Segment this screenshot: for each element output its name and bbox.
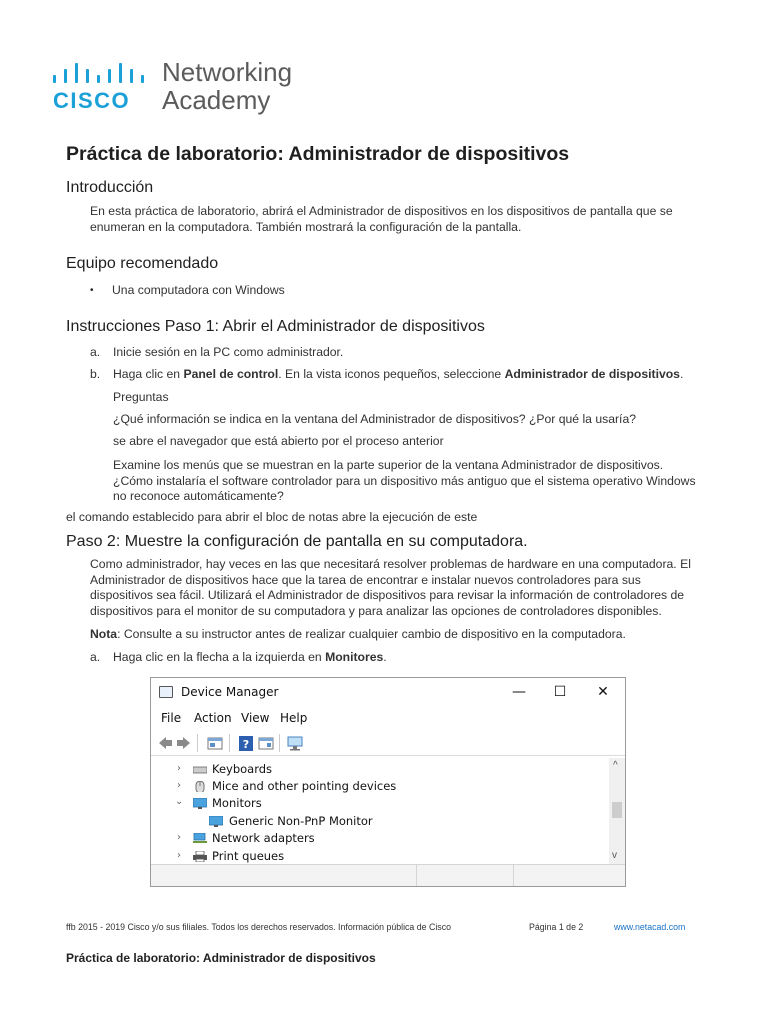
expand-chevron-icon[interactable]: › (177, 763, 181, 774)
scan-hardware-icon[interactable] (286, 734, 304, 752)
tree-label: Keyboards (212, 762, 273, 776)
menu-bar (151, 709, 625, 729)
scroll-up-icon[interactable]: ^ (613, 760, 618, 771)
svg-text:?: ? (242, 738, 250, 751)
printer-icon (193, 851, 207, 862)
device-manager-screenshot (150, 677, 626, 887)
device-tree (151, 758, 609, 866)
toolbar-divider (279, 734, 280, 752)
expand-chevron-icon[interactable]: › (177, 780, 181, 791)
window-title: Device Manager (181, 685, 279, 699)
logo-networking: Networking (162, 57, 293, 87)
toolbar-divider (197, 734, 198, 752)
vertical-scrollbar[interactable] (609, 758, 625, 866)
mouse-icon (195, 781, 209, 792)
footer-copyright: ffb 2015 - 2019 Cisco y/o sus filiales. Todos los derechos reservados. Información pública de Cisco (66, 922, 451, 932)
monitor-icon (209, 816, 223, 827)
help-icon[interactable] (237, 734, 255, 752)
panel-control-bold: Panel de control (183, 367, 279, 381)
scroll-down-icon[interactable]: v (612, 850, 617, 861)
equipment-item: Una computadora con Windows (112, 283, 285, 297)
cisco-wordmark: CISCO (53, 88, 131, 113)
menu-help[interactable]: Help (280, 711, 308, 725)
step2-a-text (113, 650, 387, 666)
question-2: Examine los menús que se muestran en la parte superior de la ventana Administrador de dispositivos. ¿Cómo instalaría el software controlador para un dispositivo más antiguo que el sistema operativo Windows no reconoce automáticamente? (113, 458, 696, 503)
step1-b-text (113, 367, 683, 383)
answer-1: se abre el navegador que está abierto por el proceso anterior (113, 434, 444, 448)
expand-chevron-icon[interactable]: › (177, 850, 181, 861)
step1-a-marker: a. (90, 345, 101, 359)
keyboard-icon (193, 764, 207, 775)
menu-action[interactable]: Action (194, 711, 232, 725)
collapse-chevron-icon[interactable]: ⌄ (175, 796, 184, 807)
step2-a-marker: a. (90, 650, 101, 664)
running-title: Práctica de laboratorio: Administrador de dispositivos (66, 951, 376, 965)
maximize-button[interactable]: ☐ (553, 684, 567, 700)
status-divider (416, 865, 417, 886)
step2-a-end: . (383, 650, 387, 664)
note-label: Nota (90, 627, 118, 641)
toolbar-divider (229, 734, 230, 752)
step1-b-marker: b. (90, 367, 101, 381)
step2-a-pre: Haga clic en la flecha a la izquierda en (113, 650, 326, 664)
cisco-networking-academy-logo (53, 58, 313, 120)
intro-text: En esta práctica de laboratorio, abrirá el Administrador de dispositivos en los dispositivos de pantalla que se enumeran en la computadora. También mostrará la configuración de la pantalla. (90, 204, 673, 234)
properties-icon[interactable] (206, 734, 224, 752)
page-title: Práctica de laboratorio: Administrador de dispositivos (66, 143, 570, 165)
tree-label: Mice and other pointing devices (212, 779, 397, 793)
note-text: : Consulte a su instructor antes de realizar cualquier cambio de dispositivo en la computadora. (117, 627, 626, 641)
answer-2: el comando establecido para abrir el bloc de notas abre la ejecución de este (66, 510, 478, 524)
step1-b-end: . (679, 367, 684, 381)
cisco-bars-icon (53, 61, 151, 83)
title-bar (151, 678, 625, 706)
logo-academy: Academy (162, 85, 271, 115)
tree-label: Generic Non-PnP Monitor (229, 814, 373, 828)
status-bar (151, 864, 625, 886)
note (90, 627, 626, 643)
equipment-heading: Equipo recomendado (66, 255, 219, 272)
toolbar (151, 730, 625, 756)
tree-label: Monitors (212, 796, 262, 810)
intro-heading: Introducción (66, 179, 154, 196)
action-pane-icon[interactable] (257, 734, 275, 752)
step1-b-mid: . En la vista iconos pequeños, seleccione (278, 367, 505, 381)
device-manager-icon (159, 686, 173, 698)
questions-label: Preguntas (113, 390, 169, 404)
menu-file[interactable]: File (161, 711, 182, 725)
back-arrow-icon[interactable] (157, 734, 173, 752)
monitor-icon (193, 798, 207, 809)
expand-chevron-icon[interactable]: › (177, 832, 181, 843)
footer-page: Página 1 de 2 (529, 922, 584, 932)
close-button[interactable]: ✕ (597, 684, 609, 700)
tree-label: Print queues (212, 849, 285, 863)
bullet-icon: • (90, 285, 94, 296)
step1-heading: Instrucciones Paso 1: Abrir el Administrador de dispositivos (66, 318, 485, 335)
minimize-button[interactable]: — (512, 684, 526, 700)
scrollbar-thumb[interactable] (612, 802, 622, 818)
step1-a-text: Inicie sesión en la PC como administrador. (113, 345, 344, 359)
admin-dispositivos-bold: Administrador de dispositivos (504, 367, 680, 381)
step2-heading: Paso 2: Muestre la configuración de pantalla en su computadora. (66, 533, 528, 550)
tree-label: Network adapters (212, 831, 315, 845)
footer-url[interactable]: www.netacad.com (614, 922, 686, 932)
step1-b-pre: Haga clic en (113, 367, 184, 381)
forward-arrow-icon[interactable] (176, 734, 192, 752)
status-divider (513, 865, 514, 886)
step2-text: Como administrador, hay veces en las que necesitará resolver problemas de hardware en una computadora. El Administrador de dispositivos hace que la tarea de encontrar e instalar nuevos controladores para sus dispositivos sea fácil. Utilizará el Administrador de dispositivos para revisar la información de controladores de dispositivos para el monitor de su computadora y para analizar las opciones de controladores disponibles. (90, 557, 691, 618)
network-icon (193, 833, 207, 844)
question-1: ¿Qué información se indica en la ventana del Administrador de dispositivos? ¿Por qué la usaría? (113, 412, 636, 426)
monitores-bold: Monitores (325, 650, 384, 664)
menu-view[interactable]: View (241, 711, 270, 725)
